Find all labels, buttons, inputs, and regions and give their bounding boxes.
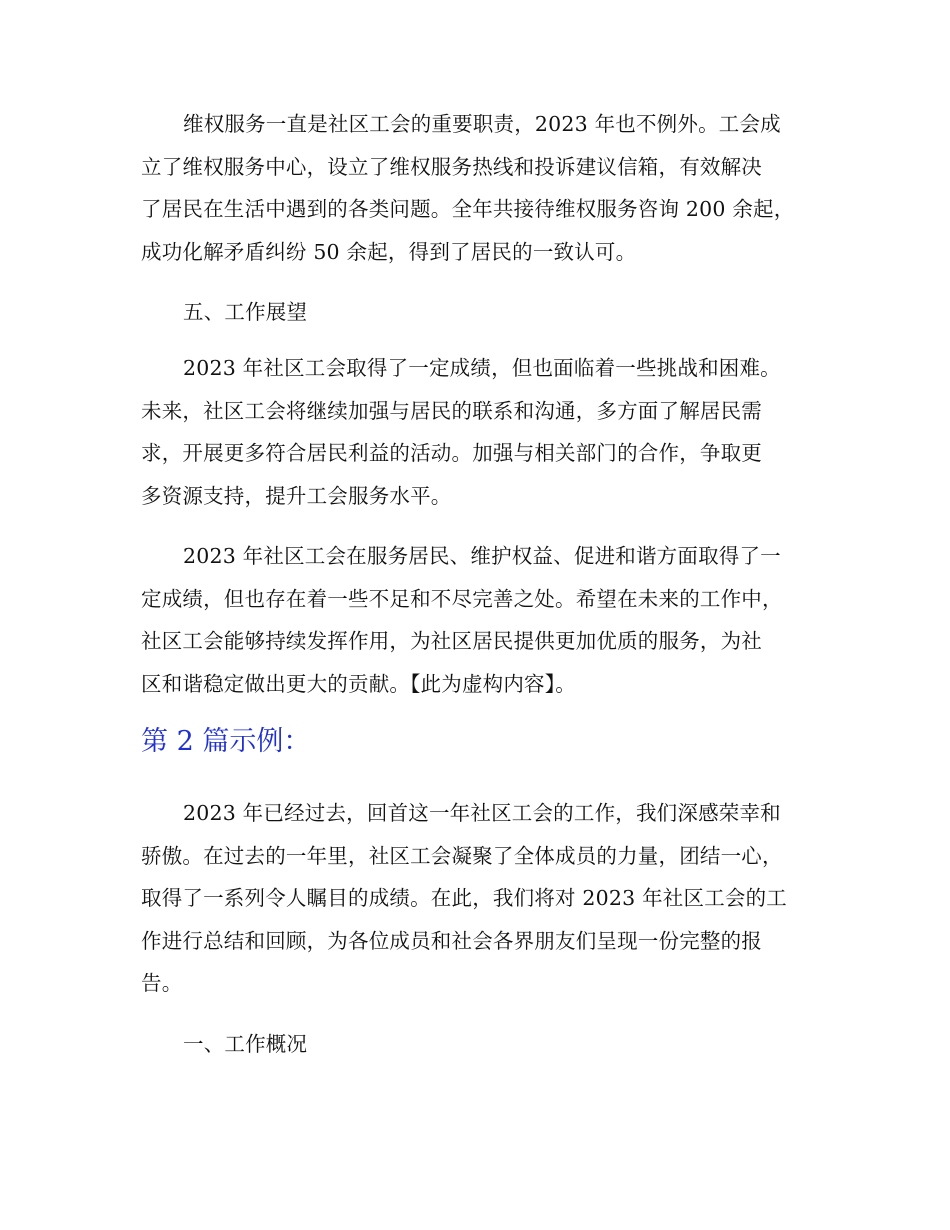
paragraph-line: 立了维权服务中心，设立了维权服务热线和投诉建议信箱，有效解决 xyxy=(141,154,762,179)
heading-work-overview: 一、工作概况 xyxy=(183,1032,308,1056)
paragraph-line: 骄傲。在过去的一年里，社区工会凝聚了全体成员的力量，团结一心， xyxy=(141,843,783,868)
paragraph-line: 多资源支持，提升工会服务水平。 xyxy=(141,483,452,508)
paragraph-line: 取得了一系列令人瞩目的成绩。在此，我们将对 2023 年社区工会的工 xyxy=(141,886,788,910)
paragraph-line: 告。 xyxy=(141,971,183,995)
paragraph-line: 作进行总结和回顾，为各位成员和社会各界朋友们呈现一份完整的报 xyxy=(141,928,762,953)
heading-work-outlook: 五、工作展望 xyxy=(183,300,308,324)
paragraph-line: 成功化解矛盾纠纷 50 余起，得到了居民的一致认可。 xyxy=(141,239,637,264)
paragraph-rights-service xyxy=(141,103,831,273)
section-title-example-2: 第 2 篇示例： xyxy=(141,726,311,757)
paragraph-line: 定成绩，但也存在着一些不足和不尽完善之处。希望在未来的工作中， xyxy=(141,586,783,611)
paragraph-intro xyxy=(141,792,831,1005)
paragraph-line: 2023 年社区工会取得了一定成绩，但也面临着一些挑战和困难。 xyxy=(183,356,781,380)
paragraph-conclusion xyxy=(141,535,831,705)
paragraph-line: 社区工会能够持续发挥作用，为社区居民提供更加优质的服务，为社 xyxy=(141,629,762,653)
paragraph-outlook xyxy=(141,347,831,517)
paragraph-line: 区和谐稳定做出更大的贡献。【此为虚构内容】。 xyxy=(141,671,576,696)
paragraph-line: 求，开展更多符合居民利益的活动。加强与相关部门的合作，争取更 xyxy=(141,441,762,465)
paragraph-line: 2023 年已经过去，回首这一年社区工会的工作，我们深感荣幸和 xyxy=(183,801,781,825)
paragraph-line: 了居民在生活中遇到的各类问题。全年共接待维权服务咨询 200 余起， xyxy=(141,197,795,221)
paragraph-line: 维权服务一直是社区工会的重要职责，2023 年也不例外。工会成 xyxy=(183,112,781,136)
paragraph-line: 未来，社区工会将继续加强与居民的联系和沟通，多方面了解居民需 xyxy=(141,398,762,423)
paragraph-line: 2023 年社区工会在服务居民、维护权益、促进和谐方面取得了一 xyxy=(183,544,781,568)
